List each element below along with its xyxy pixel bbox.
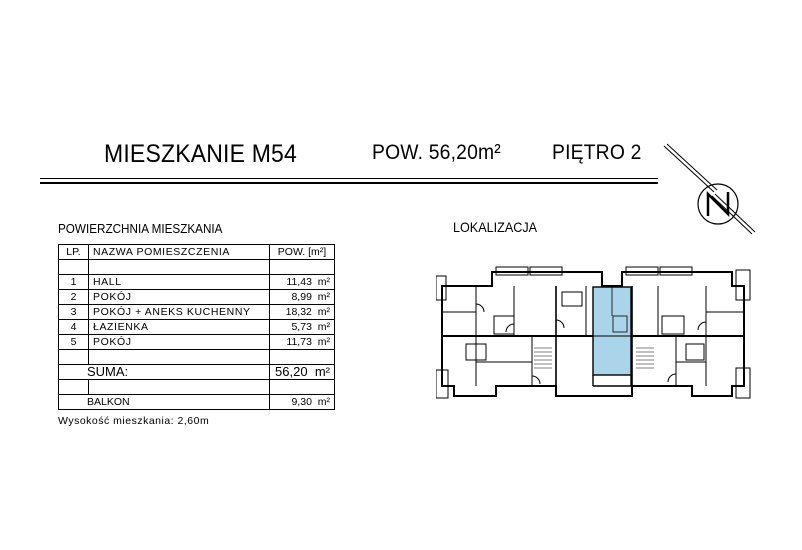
table-header-row — [59, 245, 335, 260]
header-rule-bottom — [40, 182, 658, 184]
room-lp: 2 — [59, 290, 89, 305]
room-name: POKÓJ + ANEKS KUCHENNY — [89, 305, 270, 320]
table-row — [59, 335, 335, 350]
table-row — [59, 320, 335, 335]
room-area: 8,99 m² — [270, 290, 335, 305]
area-section-title: POWIERZCHNIA MIESZKANIA — [58, 221, 223, 236]
room-area: 11,43 m² — [270, 275, 335, 290]
table-row — [59, 305, 335, 320]
sum-value: 56,20 m² — [270, 365, 335, 380]
apartment-area: POW. 56,20m² — [372, 141, 501, 164]
header-rule-top — [40, 178, 658, 179]
balcony-row — [59, 395, 335, 410]
room-area: 18,32 m² — [270, 305, 335, 320]
sum-row — [59, 365, 335, 380]
sum-label: SUMA: — [59, 365, 270, 380]
table-row — [59, 290, 335, 305]
room-lp: 3 — [59, 305, 89, 320]
room-lp: 5 — [59, 335, 89, 350]
room-area: 11,73 m² — [270, 335, 335, 350]
floor-label: PIĘTRO 2 — [552, 141, 642, 164]
apartment-height-note: Wysokość mieszkania: 2,60m — [58, 415, 210, 427]
north-arrow-icon — [652, 140, 762, 240]
col-name-header: NAZWA POMIESZCZENIA — [89, 245, 270, 260]
room-area: 5,73 m² — [270, 320, 335, 335]
table-row — [59, 275, 335, 290]
room-lp: 1 — [59, 275, 89, 290]
apartment-title: MIESZKANIE M54 — [104, 140, 298, 168]
room-name: HALL — [89, 275, 270, 290]
balcony-label: BALKON — [59, 395, 270, 410]
room-name: POKÓJ — [89, 290, 270, 305]
col-area-header: POW. [m²] — [270, 245, 335, 260]
balcony-value: 9,30 m² — [270, 395, 335, 410]
room-lp: 4 — [59, 320, 89, 335]
building-floor-plan — [436, 264, 752, 404]
col-lp-header: LP. — [59, 245, 89, 260]
room-name: POKÓJ — [89, 335, 270, 350]
room-area-table — [58, 244, 335, 410]
location-title: LOKALIZACJA — [453, 219, 538, 235]
room-name: ŁAZIENKA — [89, 320, 270, 335]
